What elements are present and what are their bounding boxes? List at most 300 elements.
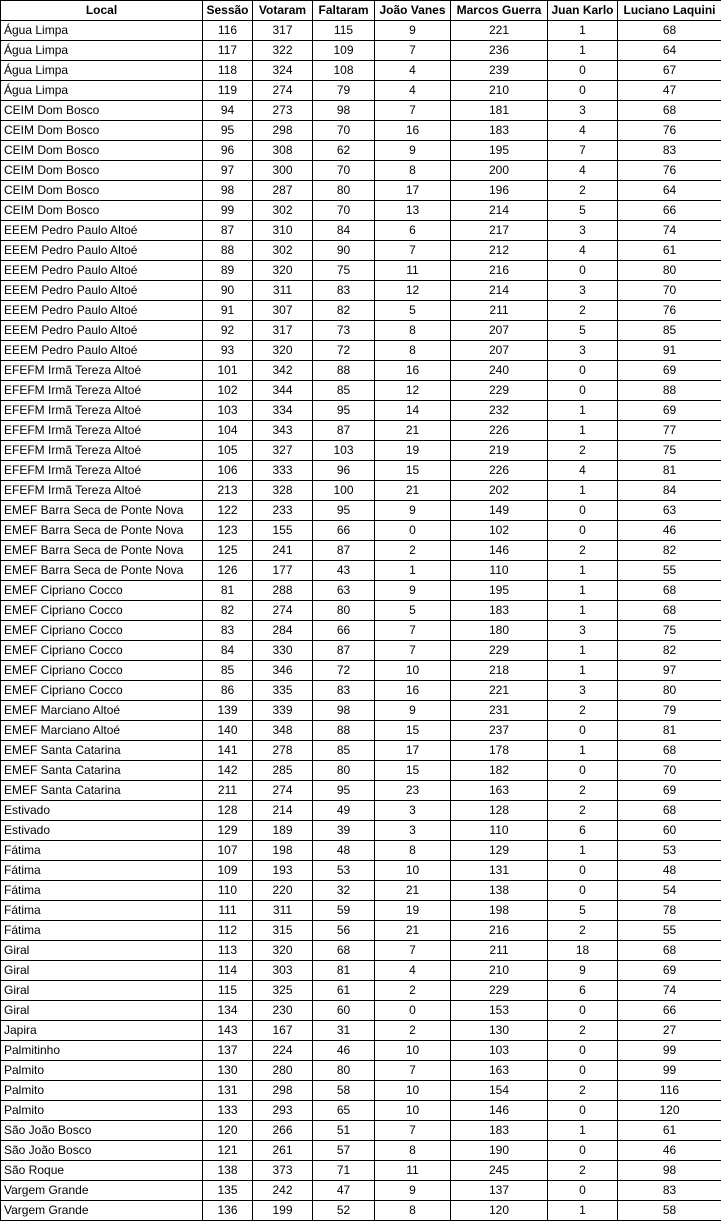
cell-sessao: 143 bbox=[203, 1021, 253, 1041]
cell-juan-karlo: 0 bbox=[548, 1041, 618, 1061]
cell-joao-vanes: 7 bbox=[375, 241, 451, 261]
cell-faltaram: 88 bbox=[313, 721, 375, 741]
cell-faltaram: 85 bbox=[313, 741, 375, 761]
cell-luciano-laquini: 85 bbox=[618, 321, 721, 341]
cell-sessao: 138 bbox=[203, 1161, 253, 1181]
cell-luciano-laquini: 81 bbox=[618, 461, 721, 481]
header-row bbox=[1, 1, 721, 21]
cell-joao-vanes: 7 bbox=[375, 641, 451, 661]
cell-marcos-guerra: 178 bbox=[451, 741, 548, 761]
cell-luciano-laquini: 74 bbox=[618, 221, 721, 241]
cell-faltaram: 100 bbox=[313, 481, 375, 501]
cell-luciano-laquini: 91 bbox=[618, 341, 721, 361]
cell-juan-karlo: 0 bbox=[548, 361, 618, 381]
cell-local: CEIM Dom Bosco bbox=[1, 121, 203, 141]
table-row bbox=[1, 181, 721, 201]
cell-juan-karlo: 2 bbox=[548, 921, 618, 941]
cell-votaram: 325 bbox=[253, 981, 313, 1001]
table-row bbox=[1, 901, 721, 921]
cell-luciano-laquini: 76 bbox=[618, 121, 721, 141]
table-row bbox=[1, 641, 721, 661]
cell-juan-karlo: 0 bbox=[548, 1101, 618, 1121]
cell-local: EMEF Cipriano Cocco bbox=[1, 581, 203, 601]
cell-joao-vanes: 9 bbox=[375, 141, 451, 161]
cell-local: EFEFM Irmã Tereza Altoé bbox=[1, 441, 203, 461]
cell-local: EMEF Cipriano Cocco bbox=[1, 601, 203, 621]
cell-faltaram: 39 bbox=[313, 821, 375, 841]
table-row bbox=[1, 681, 721, 701]
cell-sessao: 116 bbox=[203, 21, 253, 41]
cell-sessao: 125 bbox=[203, 541, 253, 561]
cell-local: EEEM Pedro Paulo Altoé bbox=[1, 221, 203, 241]
cell-votaram: 346 bbox=[253, 661, 313, 681]
cell-sessao: 123 bbox=[203, 521, 253, 541]
cell-sessao: 211 bbox=[203, 781, 253, 801]
cell-faltaram: 49 bbox=[313, 801, 375, 821]
cell-sessao: 87 bbox=[203, 221, 253, 241]
cell-local: EMEF Barra Seca de Ponte Nova bbox=[1, 501, 203, 521]
cell-faltaram: 66 bbox=[313, 521, 375, 541]
table-row bbox=[1, 341, 721, 361]
table-header bbox=[1, 1, 721, 21]
cell-sessao: 113 bbox=[203, 941, 253, 961]
cell-joao-vanes: 0 bbox=[375, 521, 451, 541]
cell-local: Fátima bbox=[1, 921, 203, 941]
table-row bbox=[1, 101, 721, 121]
table-row bbox=[1, 821, 721, 841]
cell-joao-vanes: 2 bbox=[375, 981, 451, 1001]
cell-sessao: 97 bbox=[203, 161, 253, 181]
cell-luciano-laquini: 69 bbox=[618, 961, 721, 981]
cell-sessao: 98 bbox=[203, 181, 253, 201]
cell-faltaram: 85 bbox=[313, 381, 375, 401]
table-row bbox=[1, 961, 721, 981]
cell-juan-karlo: 3 bbox=[548, 221, 618, 241]
cell-sessao: 137 bbox=[203, 1041, 253, 1061]
cell-sessao: 94 bbox=[203, 101, 253, 121]
cell-joao-vanes: 10 bbox=[375, 1041, 451, 1061]
table-row bbox=[1, 521, 721, 541]
cell-juan-karlo: 1 bbox=[548, 641, 618, 661]
cell-luciano-laquini: 81 bbox=[618, 721, 721, 741]
cell-juan-karlo: 3 bbox=[548, 341, 618, 361]
cell-faltaram: 79 bbox=[313, 81, 375, 101]
cell-local: Fátima bbox=[1, 901, 203, 921]
cell-juan-karlo: 1 bbox=[548, 1201, 618, 1221]
cell-juan-karlo: 5 bbox=[548, 321, 618, 341]
table-row bbox=[1, 161, 721, 181]
cell-sessao: 106 bbox=[203, 461, 253, 481]
cell-votaram: 198 bbox=[253, 841, 313, 861]
cell-marcos-guerra: 207 bbox=[451, 321, 548, 341]
cell-local: São João Bosco bbox=[1, 1141, 203, 1161]
cell-faltaram: 72 bbox=[313, 341, 375, 361]
cell-votaram: 335 bbox=[253, 681, 313, 701]
cell-votaram: 233 bbox=[253, 501, 313, 521]
cell-votaram: 315 bbox=[253, 921, 313, 941]
cell-juan-karlo: 0 bbox=[548, 1061, 618, 1081]
cell-faltaram: 80 bbox=[313, 761, 375, 781]
table-row bbox=[1, 1201, 721, 1221]
cell-sessao: 141 bbox=[203, 741, 253, 761]
cell-marcos-guerra: 138 bbox=[451, 881, 548, 901]
table-row bbox=[1, 501, 721, 521]
cell-joao-vanes: 7 bbox=[375, 41, 451, 61]
cell-juan-karlo: 0 bbox=[548, 521, 618, 541]
cell-sessao: 101 bbox=[203, 361, 253, 381]
cell-joao-vanes: 4 bbox=[375, 961, 451, 981]
table-row bbox=[1, 621, 721, 641]
cell-votaram: 334 bbox=[253, 401, 313, 421]
cell-juan-karlo: 2 bbox=[548, 701, 618, 721]
cell-sessao: 120 bbox=[203, 1121, 253, 1141]
table-row bbox=[1, 401, 721, 421]
cell-votaram: 199 bbox=[253, 1201, 313, 1221]
cell-marcos-guerra: 219 bbox=[451, 441, 548, 461]
cell-local: EEEM Pedro Paulo Altoé bbox=[1, 241, 203, 261]
cell-sessao: 92 bbox=[203, 321, 253, 341]
table-row bbox=[1, 461, 721, 481]
cell-local: EMEF Barra Seca de Ponte Nova bbox=[1, 521, 203, 541]
cell-sessao: 96 bbox=[203, 141, 253, 161]
cell-sessao: 91 bbox=[203, 301, 253, 321]
cell-local: EMEF Barra Seca de Ponte Nova bbox=[1, 541, 203, 561]
cell-joao-vanes: 9 bbox=[375, 581, 451, 601]
cell-luciano-laquini: 60 bbox=[618, 821, 721, 841]
cell-faltaram: 88 bbox=[313, 361, 375, 381]
cell-votaram: 298 bbox=[253, 121, 313, 141]
cell-faltaram: 98 bbox=[313, 101, 375, 121]
cell-local: Fátima bbox=[1, 881, 203, 901]
cell-marcos-guerra: 239 bbox=[451, 61, 548, 81]
cell-marcos-guerra: 190 bbox=[451, 1141, 548, 1161]
cell-local: Palmito bbox=[1, 1081, 203, 1101]
table-row bbox=[1, 201, 721, 221]
cell-luciano-laquini: 75 bbox=[618, 621, 721, 641]
table-row bbox=[1, 1001, 721, 1021]
table-row bbox=[1, 141, 721, 161]
header-luciano-laquini: Luciano Laquini bbox=[618, 1, 721, 21]
cell-marcos-guerra: 237 bbox=[451, 721, 548, 741]
cell-votaram: 322 bbox=[253, 41, 313, 61]
cell-juan-karlo: 1 bbox=[548, 21, 618, 41]
cell-local: Água Limpa bbox=[1, 81, 203, 101]
cell-local: EMEF Barra Seca de Ponte Nova bbox=[1, 561, 203, 581]
cell-votaram: 317 bbox=[253, 321, 313, 341]
cell-sessao: 133 bbox=[203, 1101, 253, 1121]
cell-joao-vanes: 9 bbox=[375, 1181, 451, 1201]
cell-sessao: 104 bbox=[203, 421, 253, 441]
cell-marcos-guerra: 180 bbox=[451, 621, 548, 641]
cell-faltaram: 52 bbox=[313, 1201, 375, 1221]
cell-luciano-laquini: 46 bbox=[618, 521, 721, 541]
table-row bbox=[1, 381, 721, 401]
cell-marcos-guerra: 231 bbox=[451, 701, 548, 721]
cell-joao-vanes: 8 bbox=[375, 321, 451, 341]
cell-marcos-guerra: 120 bbox=[451, 1201, 548, 1221]
cell-luciano-laquini: 99 bbox=[618, 1061, 721, 1081]
cell-juan-karlo: 6 bbox=[548, 821, 618, 841]
cell-votaram: 303 bbox=[253, 961, 313, 981]
cell-juan-karlo: 0 bbox=[548, 1181, 618, 1201]
cell-sessao: 110 bbox=[203, 881, 253, 901]
table-row bbox=[1, 81, 721, 101]
cell-luciano-laquini: 58 bbox=[618, 1201, 721, 1221]
cell-juan-karlo: 1 bbox=[548, 741, 618, 761]
table-row bbox=[1, 21, 721, 41]
table-row bbox=[1, 441, 721, 461]
cell-local: Vargem Grande bbox=[1, 1181, 203, 1201]
cell-juan-karlo: 1 bbox=[548, 561, 618, 581]
cell-votaram: 167 bbox=[253, 1021, 313, 1041]
cell-local: EEEM Pedro Paulo Altoé bbox=[1, 301, 203, 321]
cell-faltaram: 48 bbox=[313, 841, 375, 861]
cell-joao-vanes: 7 bbox=[375, 1061, 451, 1081]
cell-sessao: 105 bbox=[203, 441, 253, 461]
cell-marcos-guerra: 240 bbox=[451, 361, 548, 381]
cell-faltaram: 103 bbox=[313, 441, 375, 461]
cell-juan-karlo: 1 bbox=[548, 581, 618, 601]
cell-luciano-laquini: 79 bbox=[618, 701, 721, 721]
cell-joao-vanes: 5 bbox=[375, 601, 451, 621]
cell-sessao: 139 bbox=[203, 701, 253, 721]
cell-votaram: 302 bbox=[253, 241, 313, 261]
cell-luciano-laquini: 48 bbox=[618, 861, 721, 881]
cell-sessao: 126 bbox=[203, 561, 253, 581]
cell-faltaram: 87 bbox=[313, 421, 375, 441]
cell-luciano-laquini: 64 bbox=[618, 41, 721, 61]
cell-votaram: 344 bbox=[253, 381, 313, 401]
cell-marcos-guerra: 130 bbox=[451, 1021, 548, 1041]
cell-marcos-guerra: 221 bbox=[451, 21, 548, 41]
cell-juan-karlo: 1 bbox=[548, 1121, 618, 1141]
cell-juan-karlo: 18 bbox=[548, 941, 618, 961]
cell-local: EFEFM Irmã Tereza Altoé bbox=[1, 381, 203, 401]
cell-marcos-guerra: 202 bbox=[451, 481, 548, 501]
cell-marcos-guerra: 149 bbox=[451, 501, 548, 521]
cell-votaram: 311 bbox=[253, 901, 313, 921]
cell-faltaram: 66 bbox=[313, 621, 375, 641]
cell-marcos-guerra: 200 bbox=[451, 161, 548, 181]
cell-faltaram: 58 bbox=[313, 1081, 375, 1101]
cell-sessao: 134 bbox=[203, 1001, 253, 1021]
cell-sessao: 128 bbox=[203, 801, 253, 821]
cell-votaram: 339 bbox=[253, 701, 313, 721]
cell-joao-vanes: 8 bbox=[375, 1141, 451, 1161]
cell-votaram: 330 bbox=[253, 641, 313, 661]
cell-luciano-laquini: 54 bbox=[618, 881, 721, 901]
cell-votaram: 300 bbox=[253, 161, 313, 181]
cell-juan-karlo: 1 bbox=[548, 661, 618, 681]
cell-joao-vanes: 16 bbox=[375, 121, 451, 141]
table-row bbox=[1, 481, 721, 501]
cell-votaram: 324 bbox=[253, 61, 313, 81]
table-row bbox=[1, 941, 721, 961]
cell-votaram: 311 bbox=[253, 281, 313, 301]
cell-sessao: 131 bbox=[203, 1081, 253, 1101]
cell-faltaram: 95 bbox=[313, 781, 375, 801]
cell-marcos-guerra: 226 bbox=[451, 461, 548, 481]
cell-luciano-laquini: 98 bbox=[618, 1161, 721, 1181]
cell-marcos-guerra: 211 bbox=[451, 941, 548, 961]
table-body bbox=[1, 21, 721, 1221]
cell-sessao: 99 bbox=[203, 201, 253, 221]
cell-marcos-guerra: 195 bbox=[451, 141, 548, 161]
cell-joao-vanes: 2 bbox=[375, 541, 451, 561]
cell-luciano-laquini: 70 bbox=[618, 761, 721, 781]
cell-joao-vanes: 9 bbox=[375, 701, 451, 721]
cell-faltaram: 82 bbox=[313, 301, 375, 321]
cell-luciano-laquini: 27 bbox=[618, 1021, 721, 1041]
cell-local: EMEF Marciano Altoé bbox=[1, 721, 203, 741]
cell-joao-vanes: 1 bbox=[375, 561, 451, 581]
cell-local: EMEF Marciano Altoé bbox=[1, 701, 203, 721]
header-local: Local bbox=[1, 1, 203, 21]
cell-juan-karlo: 0 bbox=[548, 81, 618, 101]
cell-local: CEIM Dom Bosco bbox=[1, 201, 203, 221]
cell-local: Fátima bbox=[1, 861, 203, 881]
cell-faltaram: 90 bbox=[313, 241, 375, 261]
cell-marcos-guerra: 245 bbox=[451, 1161, 548, 1181]
cell-faltaram: 81 bbox=[313, 961, 375, 981]
cell-sessao: 109 bbox=[203, 861, 253, 881]
cell-juan-karlo: 3 bbox=[548, 621, 618, 641]
cell-juan-karlo: 2 bbox=[548, 181, 618, 201]
cell-faltaram: 83 bbox=[313, 681, 375, 701]
cell-marcos-guerra: 137 bbox=[451, 1181, 548, 1201]
table-row bbox=[1, 541, 721, 561]
cell-juan-karlo: 1 bbox=[548, 841, 618, 861]
cell-marcos-guerra: 229 bbox=[451, 641, 548, 661]
cell-juan-karlo: 4 bbox=[548, 241, 618, 261]
cell-luciano-laquini: 68 bbox=[618, 801, 721, 821]
cell-votaram: 288 bbox=[253, 581, 313, 601]
cell-local: EFEFM Irmã Tereza Altoé bbox=[1, 361, 203, 381]
cell-juan-karlo: 6 bbox=[548, 981, 618, 1001]
cell-luciano-laquini: 116 bbox=[618, 1081, 721, 1101]
cell-faltaram: 56 bbox=[313, 921, 375, 941]
table-row bbox=[1, 801, 721, 821]
cell-joao-vanes: 19 bbox=[375, 901, 451, 921]
table-row bbox=[1, 281, 721, 301]
cell-sessao: 140 bbox=[203, 721, 253, 741]
cell-votaram: 302 bbox=[253, 201, 313, 221]
cell-votaram: 293 bbox=[253, 1101, 313, 1121]
cell-local: Palmito bbox=[1, 1061, 203, 1081]
cell-joao-vanes: 7 bbox=[375, 1121, 451, 1141]
cell-juan-karlo: 2 bbox=[548, 1081, 618, 1101]
cell-luciano-laquini: 83 bbox=[618, 1181, 721, 1201]
cell-joao-vanes: 8 bbox=[375, 341, 451, 361]
table-row bbox=[1, 1101, 721, 1121]
cell-joao-vanes: 7 bbox=[375, 101, 451, 121]
cell-juan-karlo: 2 bbox=[548, 801, 618, 821]
cell-juan-karlo: 1 bbox=[548, 481, 618, 501]
cell-marcos-guerra: 102 bbox=[451, 521, 548, 541]
cell-faltaram: 109 bbox=[313, 41, 375, 61]
cell-marcos-guerra: 181 bbox=[451, 101, 548, 121]
cell-faltaram: 108 bbox=[313, 61, 375, 81]
header-marcos-guerra: Marcos Guerra bbox=[451, 1, 548, 21]
header-juan-karlo: Juan Karlo bbox=[548, 1, 618, 21]
cell-juan-karlo: 7 bbox=[548, 141, 618, 161]
cell-luciano-laquini: 67 bbox=[618, 61, 721, 81]
cell-sessao: 115 bbox=[203, 981, 253, 1001]
table-row bbox=[1, 581, 721, 601]
table-row bbox=[1, 1081, 721, 1101]
cell-juan-karlo: 5 bbox=[548, 901, 618, 921]
cell-juan-karlo: 9 bbox=[548, 961, 618, 981]
cell-juan-karlo: 2 bbox=[548, 1021, 618, 1041]
cell-faltaram: 71 bbox=[313, 1161, 375, 1181]
cell-marcos-guerra: 226 bbox=[451, 421, 548, 441]
cell-faltaram: 73 bbox=[313, 321, 375, 341]
cell-faltaram: 70 bbox=[313, 201, 375, 221]
cell-faltaram: 32 bbox=[313, 881, 375, 901]
cell-luciano-laquini: 61 bbox=[618, 241, 721, 261]
cell-sessao: 119 bbox=[203, 81, 253, 101]
cell-local: Água Limpa bbox=[1, 61, 203, 81]
cell-local: Giral bbox=[1, 981, 203, 1001]
cell-local: EEEM Pedro Paulo Altoé bbox=[1, 261, 203, 281]
cell-juan-karlo: 1 bbox=[548, 601, 618, 621]
cell-luciano-laquini: 84 bbox=[618, 481, 721, 501]
cell-joao-vanes: 15 bbox=[375, 461, 451, 481]
cell-sessao: 114 bbox=[203, 961, 253, 981]
cell-joao-vanes: 17 bbox=[375, 741, 451, 761]
cell-sessao: 81 bbox=[203, 581, 253, 601]
cell-faltaram: 87 bbox=[313, 641, 375, 661]
cell-joao-vanes: 8 bbox=[375, 1201, 451, 1221]
table-row bbox=[1, 1021, 721, 1041]
cell-local: EFEFM Irmã Tereza Altoé bbox=[1, 461, 203, 481]
cell-marcos-guerra: 163 bbox=[451, 1061, 548, 1081]
cell-votaram: 348 bbox=[253, 721, 313, 741]
cell-local: EEEM Pedro Paulo Altoé bbox=[1, 321, 203, 341]
cell-marcos-guerra: 183 bbox=[451, 121, 548, 141]
cell-faltaram: 46 bbox=[313, 1041, 375, 1061]
cell-local: São Roque bbox=[1, 1161, 203, 1181]
cell-juan-karlo: 0 bbox=[548, 721, 618, 741]
cell-sessao: 121 bbox=[203, 1141, 253, 1161]
cell-luciano-laquini: 83 bbox=[618, 141, 721, 161]
cell-votaram: 274 bbox=[253, 781, 313, 801]
cell-marcos-guerra: 212 bbox=[451, 241, 548, 261]
cell-sessao: 95 bbox=[203, 121, 253, 141]
cell-faltaram: 59 bbox=[313, 901, 375, 921]
cell-sessao: 85 bbox=[203, 661, 253, 681]
cell-votaram: 230 bbox=[253, 1001, 313, 1021]
cell-faltaram: 51 bbox=[313, 1121, 375, 1141]
cell-sessao: 84 bbox=[203, 641, 253, 661]
cell-marcos-guerra: 110 bbox=[451, 561, 548, 581]
cell-faltaram: 70 bbox=[313, 121, 375, 141]
cell-votaram: 177 bbox=[253, 561, 313, 581]
table-row bbox=[1, 1181, 721, 1201]
cell-marcos-guerra: 154 bbox=[451, 1081, 548, 1101]
cell-marcos-guerra: 183 bbox=[451, 601, 548, 621]
cell-juan-karlo: 2 bbox=[548, 1161, 618, 1181]
cell-local: EFEFM Irmã Tereza Altoé bbox=[1, 401, 203, 421]
cell-juan-karlo: 0 bbox=[548, 1001, 618, 1021]
cell-juan-karlo: 3 bbox=[548, 281, 618, 301]
cell-votaram: 266 bbox=[253, 1121, 313, 1141]
cell-marcos-guerra: 131 bbox=[451, 861, 548, 881]
cell-luciano-laquini: 80 bbox=[618, 261, 721, 281]
cell-faltaram: 80 bbox=[313, 181, 375, 201]
cell-luciano-laquini: 68 bbox=[618, 941, 721, 961]
table-row bbox=[1, 561, 721, 581]
